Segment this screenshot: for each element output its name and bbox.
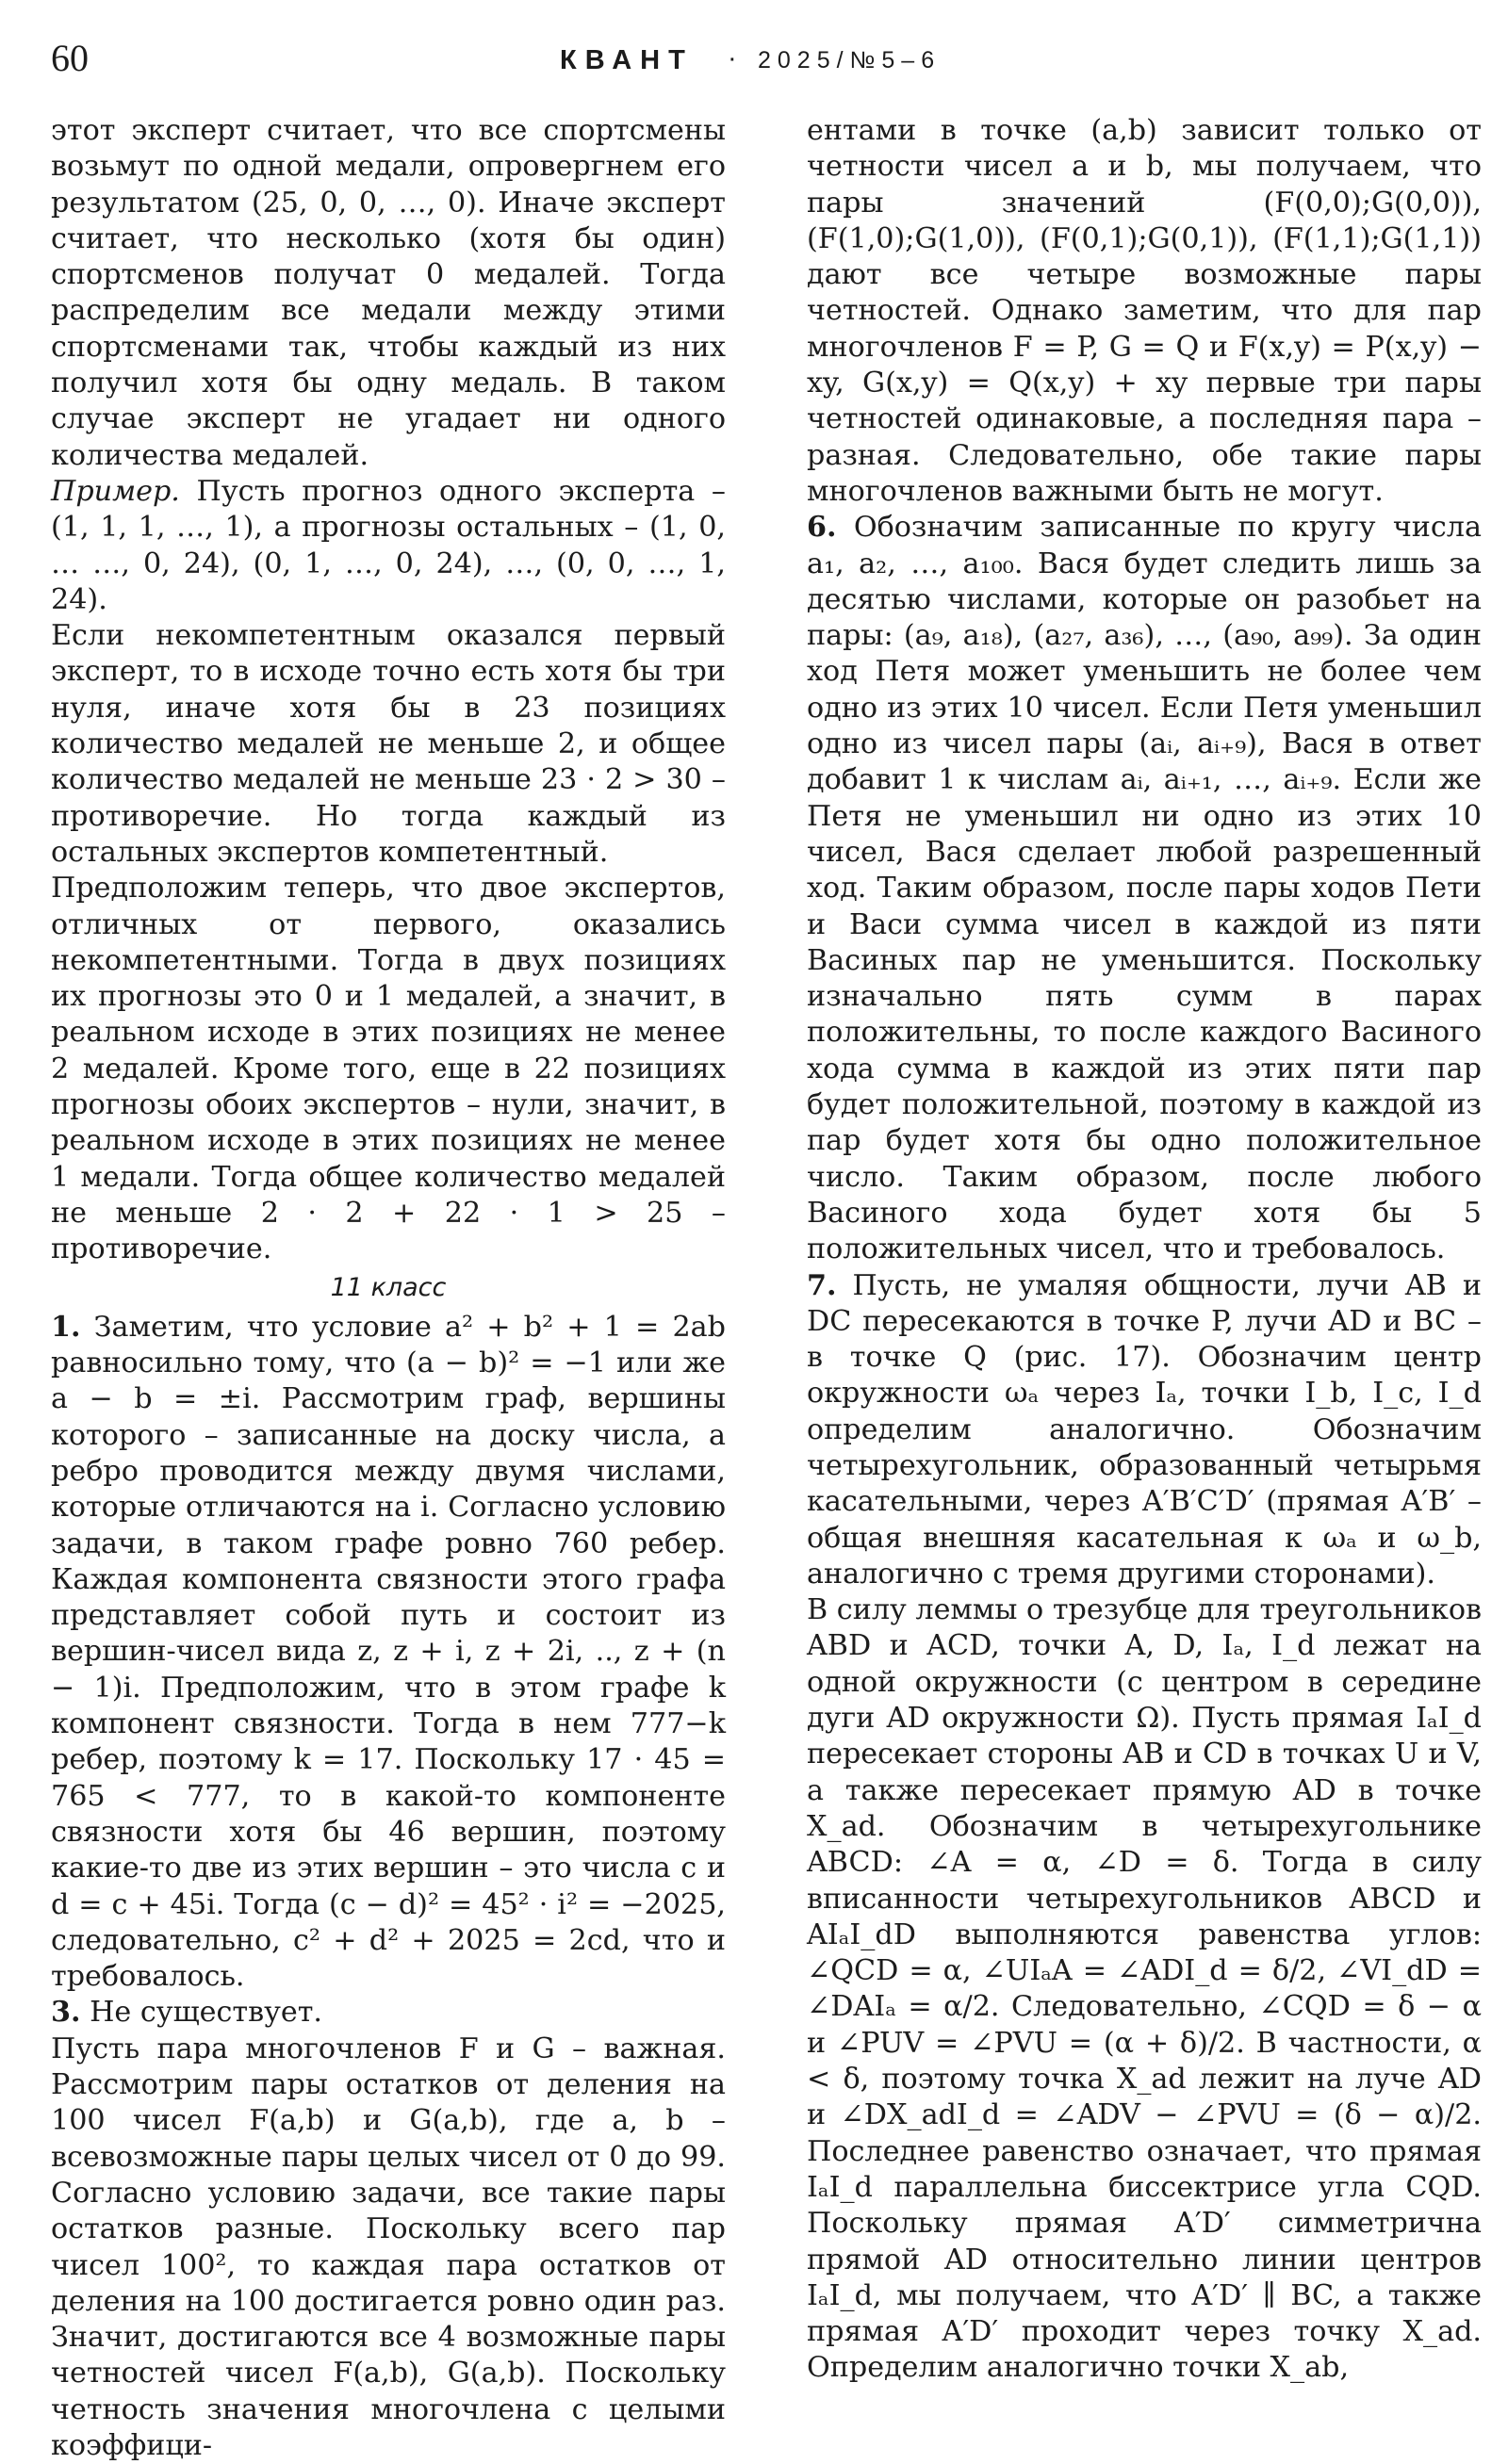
paragraph: ентами в точке (a,b) зависит только от четности чисел a и b, мы получаем, что пары значений (F(0,0);G(0,0)), (F(1,0);G(1,0)), (F(0,1);G(0,1)), (F(1,1);G(1,1)) дают все четыре возможные пары четностей. Однако заметим, что для пар многочленов F = P, G = Q и F(x,y) = P(x,y) − xy, G(x,y) = Q(x,y) + xy первые три пары четностей одинаковые, а последняя пара – разная. Следовательно, обе такие пары многочленов важными быть не могут. <box>807 114 1482 508</box>
solution-text: Не существует. <box>80 1996 323 2030</box>
solution-6 <box>807 510 1482 1267</box>
header-separator: · <box>728 43 737 73</box>
solution-3 <box>51 1995 726 2031</box>
example-text: Пусть прогноз одного эксперта – (1, 1, 1, …, 1), а прогнозы остальных – (1, 0, … …, 0, 24), (0, 1, …, 0, 24), …, (0, 0, …, 1, 24). <box>51 474 726 616</box>
issue-label: 2025/№5–6 <box>758 47 942 73</box>
paragraph: этот эксперт считает, что все спортсмены возьмут по одной медали, опровергнем его результатом (25, 0, 0, …, 0). Иначе эксперт считает, что несколько (хотя бы один) спортсменов получат 0 медалей. Тогда распределим все медали между этими спортсменами так, чтобы каждый из них получил хотя бы одну медаль. В таком случае эксперт не угадает ни одного количества медалей. <box>51 114 726 472</box>
solution-text: Пусть, не умаляя общности, лучи AB и DC пересекаются в точке P, лучи AD и BC – в точке Q (рис. 17). Обозначим центр окружности ωₐ через Iₐ, точки I_b, I_c, I_d определим аналогично. Обозначим четырехугольник, образованный четырьмя касательными, через A′B′C′D′ (прямая A′B′ – общая внешняя касательная к ωₐ и ω_b, аналогично с тремя другими сторонами). <box>807 1268 1482 1591</box>
solution-text: Заметим, что условие a² + b² + 1 = 2ab равносильно тому, что (a − b)² = −1 или же a − b = ±i. Рассмотрим граф, вершины которого – записанные на доску числа, а ребро проводится между двумя числами, которые отличаются на i. Согласно условию задачи, в таком графе ровно 760 ребер. Каждая компонента связности этого графа представляет собой путь и состоит из вершин-чисел вида z, z + i, z + 2i, .., z + (n − 1)i. Предположим, что в этом графе k компонент связности. Тогда в нем 777−k ребер, поэтому k = 17. Поскольку 17 · 45 = 765 < 777, то в какой-то компоненте связности хотя бы 46 вершин, поэтому какие-то две из этих вершин – это числа c и d = c + 45i. Тогда (c − d)² = 45² · i² = −2025, следовательно, c² + d² + 2025 = 2cd, что и требовалось. <box>51 1310 726 1994</box>
page-header <box>0 0 1508 104</box>
right-column <box>807 113 1482 2385</box>
paragraph: Предположим теперь, что двое экспертов, отличных от первого, оказались некомпетентными. Тогда в двух позициях их прогнозы это 0 и 1 медалей, а значит, в реальном исходе в этих позициях не менее 2 медалей. Кроме того, еще в 22 позициях прогнозы обоих экспертов – нули, значит, в реальном исходе в этих позициях не менее 1 медали. Тогда общее количество медалей не меньше 2 · 2 + 22 · 1 > 25 – противоречие. <box>51 872 726 1266</box>
journal-title: КВАНТ <box>560 45 694 75</box>
example-label: Пример. <box>51 474 180 508</box>
problem-number: 1. <box>51 1310 81 1344</box>
solution-text: Обозначим записанные по кругу числа a₁, a₂, …, a₁₀₀. Вася будет следить лишь за десятью числами, которые он разобьет на пары: (a₉, a₁₈), (a₂₇, a₃₆), …, (a₉₀, a₉₉). За один ход Петя может уменьшить не более чем одно из этих 10 чисел. Если Петя уменьшил одно из чисел пары (aᵢ, aᵢ₊₉), Вася в ответ добавит 1 к числам aᵢ, aᵢ₊₁, …, aᵢ₊₉. Если же Петя не уменьшил ни одно из этих 10 чисел, Вася сделает любой разрешенный ход. Таким образом, после пары ходов Пети и Васи сумма чисел в каждой из пяти Васиных пар не уменьшится. Поскольку изначально пять сумм в парах положительны, то после каждого Васиного хода сумма в каждой из этих пяти пар будет положительной, поэтому в каждой из пар будет хотя бы одно положительное число. Таким образом, после любого Васиного хода будет хотя бы 5 положительных чисел, что и требовалось. <box>807 511 1482 1266</box>
paragraph: Пусть пара многочленов F и G – важная. Рассмотрим пары остатков от деления на 100 чисел F(a,b) и G(a,b), где a, b – всевозможные пары целых чисел от 0 до 99. Согласно условию задачи, все такие пары остатков разные. Поскольку всего пар чисел 100², то каждая пара остатков от деления на 100 достигается ровно один раз. Значит, достигаются все 4 возможные пары четностей чисел F(a,b), G(a,b). Поскольку четность значения многочлена с целыми коэффици- <box>51 2032 726 2462</box>
problem-number: 6. <box>807 511 837 545</box>
problem-number: 7. <box>807 1268 837 1302</box>
problem-number: 3. <box>51 1996 81 2030</box>
paragraph: В силу леммы о трезубце для треугольников ABD и ACD, точки A, D, Iₐ, I_d лежат на одной окружности (с центром в середине дуги AD окружности Ω). Пусть прямая IₐI_d пересекает стороны AB и CD в точках U и V, а также пересекает прямую AD в точке X_ad. Обозначим в четырехугольнике ABCD: ∠A = α, ∠D = δ. Тогда в силу вписанности четырехугольников ABCD и AIₐI_dD выполняются равенства углов: ∠QCD = α, ∠UIₐA = ∠ADI_d = δ/2, ∠VI_dD = ∠DAIₐ = α/2. Следовательно, ∠CQD = δ − α и ∠PUV = ∠PVU = (α + δ)/2. В частности, α < δ, поэтому точка X_ad лежит на луче AD и ∠DX_adI_d = ∠ADV − ∠PVU = (δ − α)/2. Последнее равенство означает, что прямая IₐI_d параллельна биссектрисе угла CQD. Поскольку прямая A′D′ симметрична прямой AD относительно линии центров IₐI_d, мы получаем, что A′D′ ∥ BC, а также прямая A′D′ проходит через точку X_ad. Определим аналогично точки X_ab, <box>807 1593 1482 2385</box>
section-title: 11 класс <box>330 1272 447 1302</box>
solution-1 <box>51 1310 726 1996</box>
page-number: 60 <box>51 37 89 79</box>
solution-7 <box>807 1268 1482 1593</box>
left-column <box>51 113 726 2462</box>
example-paragraph <box>51 474 726 618</box>
paragraph: Если некомпетентным оказался первый эксперт, то в исходе точно есть хотя бы три нуля, иначе хотя бы в 23 позициях количество медалей не меньше 2, и общее количество медалей не меньше 23 · 2 > 30 – противоречие. Но тогда каждый из остальных экспертов компетентный. <box>51 619 726 869</box>
